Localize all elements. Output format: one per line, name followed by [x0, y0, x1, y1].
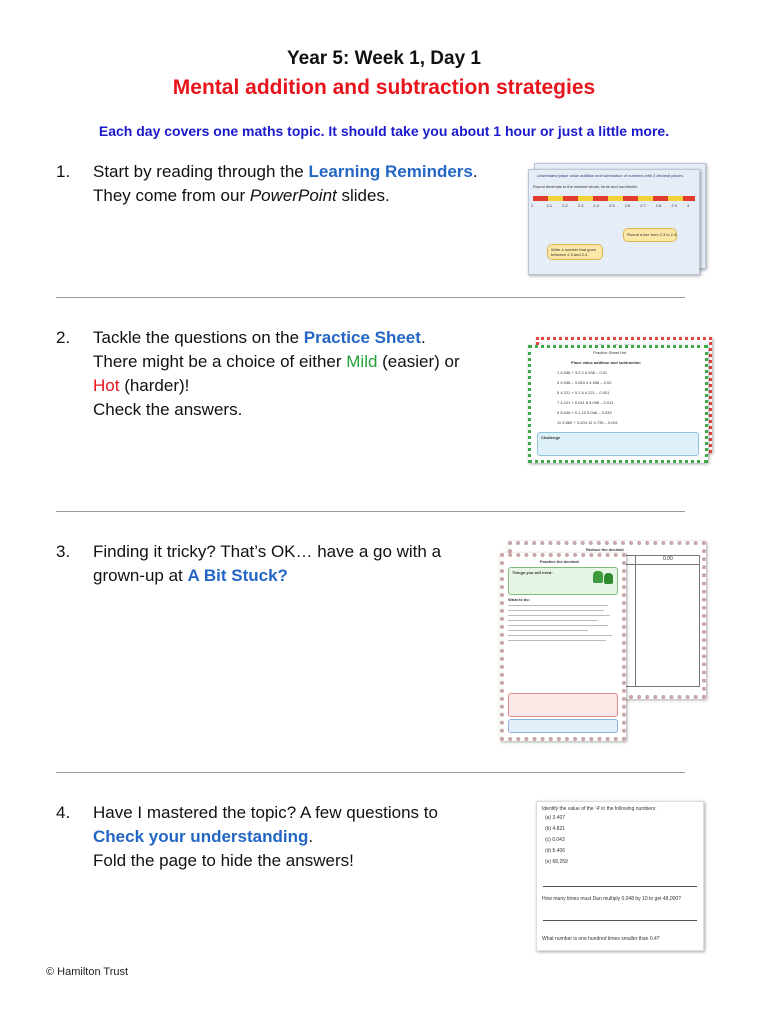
intro-text: Each day covers one maths topic. It should take you about 1 hour or just a little more.	[98, 123, 670, 139]
column-header: 0.00	[663, 556, 673, 562]
question-item: (e) 68,259	[545, 859, 568, 865]
step-text: Fold the page to hide the answers!	[93, 851, 354, 870]
learning-reminders-thumbnail[interactable]	[528, 163, 708, 275]
things-box	[508, 567, 618, 595]
text-line	[508, 630, 588, 631]
divider	[56, 297, 685, 298]
page-subtitle: Mental addition and subtraction strategies	[172, 76, 596, 99]
tick-label: 2.1	[546, 203, 553, 208]
sheet-heading: Place value addition and subtraction	[571, 360, 641, 365]
answer-line	[543, 920, 697, 921]
step-number: 1.	[56, 162, 71, 181]
challenge-label: Challenge	[541, 435, 561, 440]
question-row: 3 4.938 – 3.063 4 4.938 – 0.02	[557, 380, 612, 385]
copyright: © Hamilton Trust	[46, 966, 129, 978]
text-line	[508, 625, 608, 626]
question-1: Identify the value of the ‘4’ in the following numbers:	[542, 806, 657, 812]
step-text: grown-up at	[93, 566, 188, 585]
step-number: 2.	[56, 328, 71, 347]
learning-reminders-link[interactable]: Learning Reminders	[308, 162, 473, 181]
question-item: (b) 4.821	[545, 826, 566, 832]
step-text: Check the answers.	[93, 400, 243, 419]
text-line	[508, 615, 610, 616]
text-line	[508, 640, 606, 641]
step-text: Start by reading through the	[93, 162, 309, 181]
bubble-text: Write a number that goes between 2.3 and 2.4.	[551, 247, 596, 257]
tick-label: 2.9	[671, 203, 677, 208]
note-box	[508, 693, 618, 717]
tip-box	[508, 719, 618, 733]
step-text: There might be a choice of either	[93, 352, 347, 371]
divider	[56, 772, 685, 773]
what-to-do-label: What to do:	[508, 597, 530, 602]
tick-label: 2.4	[593, 203, 599, 208]
check-sheet	[536, 801, 704, 951]
question-item: (a) 3.407	[545, 815, 566, 821]
question-3: What number is one hundred times smaller than 0.4?	[542, 936, 660, 942]
divider	[56, 511, 685, 512]
step-text: (easier) or	[377, 352, 460, 371]
sheet-title: Reduce the decimal	[586, 547, 624, 552]
sheet-title: Practice the decimal	[540, 559, 579, 564]
practice-sheet-mild	[528, 345, 708, 463]
challenge-box	[537, 432, 699, 456]
tick-label: 2.6	[624, 203, 631, 208]
grid-line	[635, 556, 636, 686]
question-row: 9 5.046 + 0.1 10 5.046 – 0.033	[557, 410, 612, 415]
sheet-label: Practice Sheet Hot	[593, 350, 627, 355]
check-understanding-thumbnail[interactable]	[536, 801, 706, 953]
check-understanding-link[interactable]: Check your understanding	[93, 827, 309, 846]
things-label: Things you will need:	[512, 570, 553, 575]
number-line-ticks	[531, 203, 697, 209]
speech-bubble	[623, 228, 677, 242]
question-row: 11 5.660 + 3.204 12 4.739 – 0.001	[557, 420, 618, 425]
tick-label: 2.5	[609, 203, 615, 208]
slide-subheading: Round decimals to the nearest whole, tenth and hundredth.	[533, 184, 638, 189]
hand-icon	[604, 573, 613, 584]
slide-heading: Understand place value addition and subtraction of numbers with 2 decimal places.	[537, 173, 684, 178]
tick-label: 2	[531, 203, 534, 208]
step-text: They come from our	[93, 186, 250, 205]
question-row: 7 4.221 + 0.011 8 5.098 – 0.011	[557, 400, 614, 405]
bubble-text: Round a line from 2.3 to 2.4.	[627, 232, 678, 237]
question-item: (c) 0.043	[545, 837, 565, 843]
step-text: .	[420, 328, 426, 347]
tick-label: 2.2	[562, 203, 568, 208]
step-text: Finding it tricky? That’s OK… have a go with a	[93, 542, 442, 561]
speech-bubble	[547, 244, 603, 260]
step-text: slides.	[336, 186, 390, 205]
mild-label: Mild	[346, 352, 378, 371]
hot-label: Hot	[93, 376, 120, 395]
question-row: 1 4.938 + 3.0 2 4.938 – 0.01	[557, 370, 608, 375]
step-number: 3.	[56, 542, 71, 561]
text-line	[508, 610, 604, 611]
tick-label: 2.8	[655, 203, 662, 208]
hand-icon	[593, 571, 603, 583]
practice-sheet-link[interactable]: Practice Sheet	[303, 328, 421, 347]
slide-front	[528, 169, 700, 275]
tick-label: 3	[687, 203, 690, 208]
a-bit-stuck-link[interactable]: A Bit Stuck?	[187, 566, 288, 585]
practice-sheet-thumbnail[interactable]	[528, 337, 718, 465]
step-text: Tackle the questions on the	[93, 328, 304, 347]
step-text: Have I mastered the topic? A few questions to	[93, 803, 438, 822]
step-text-italic: PowerPoint	[249, 186, 337, 205]
step-text: (harder)!	[119, 376, 190, 395]
a-bit-stuck-thumbnail[interactable]	[500, 541, 706, 737]
tick-label: 2.7	[640, 203, 646, 208]
tick-label: 2.3	[577, 203, 584, 208]
question-row: 5 4.221 + 0.1 6 4.221 – 0.001	[557, 390, 610, 395]
answer-line	[543, 886, 697, 887]
text-line	[508, 635, 612, 636]
page-title: Year 5: Week 1, Day 1	[287, 48, 481, 69]
practice-decimal-sheet	[500, 553, 626, 741]
number-line	[533, 196, 695, 201]
step-number: 4.	[56, 803, 71, 822]
step-text: .	[308, 827, 314, 846]
text-line	[508, 605, 608, 606]
text-line	[508, 620, 598, 621]
question-2: How many times must Dan multiply 0.048 by 10 to get 48,000?	[542, 896, 681, 902]
question-item: (d) 5.406	[545, 848, 566, 854]
step-text: .	[472, 162, 478, 181]
